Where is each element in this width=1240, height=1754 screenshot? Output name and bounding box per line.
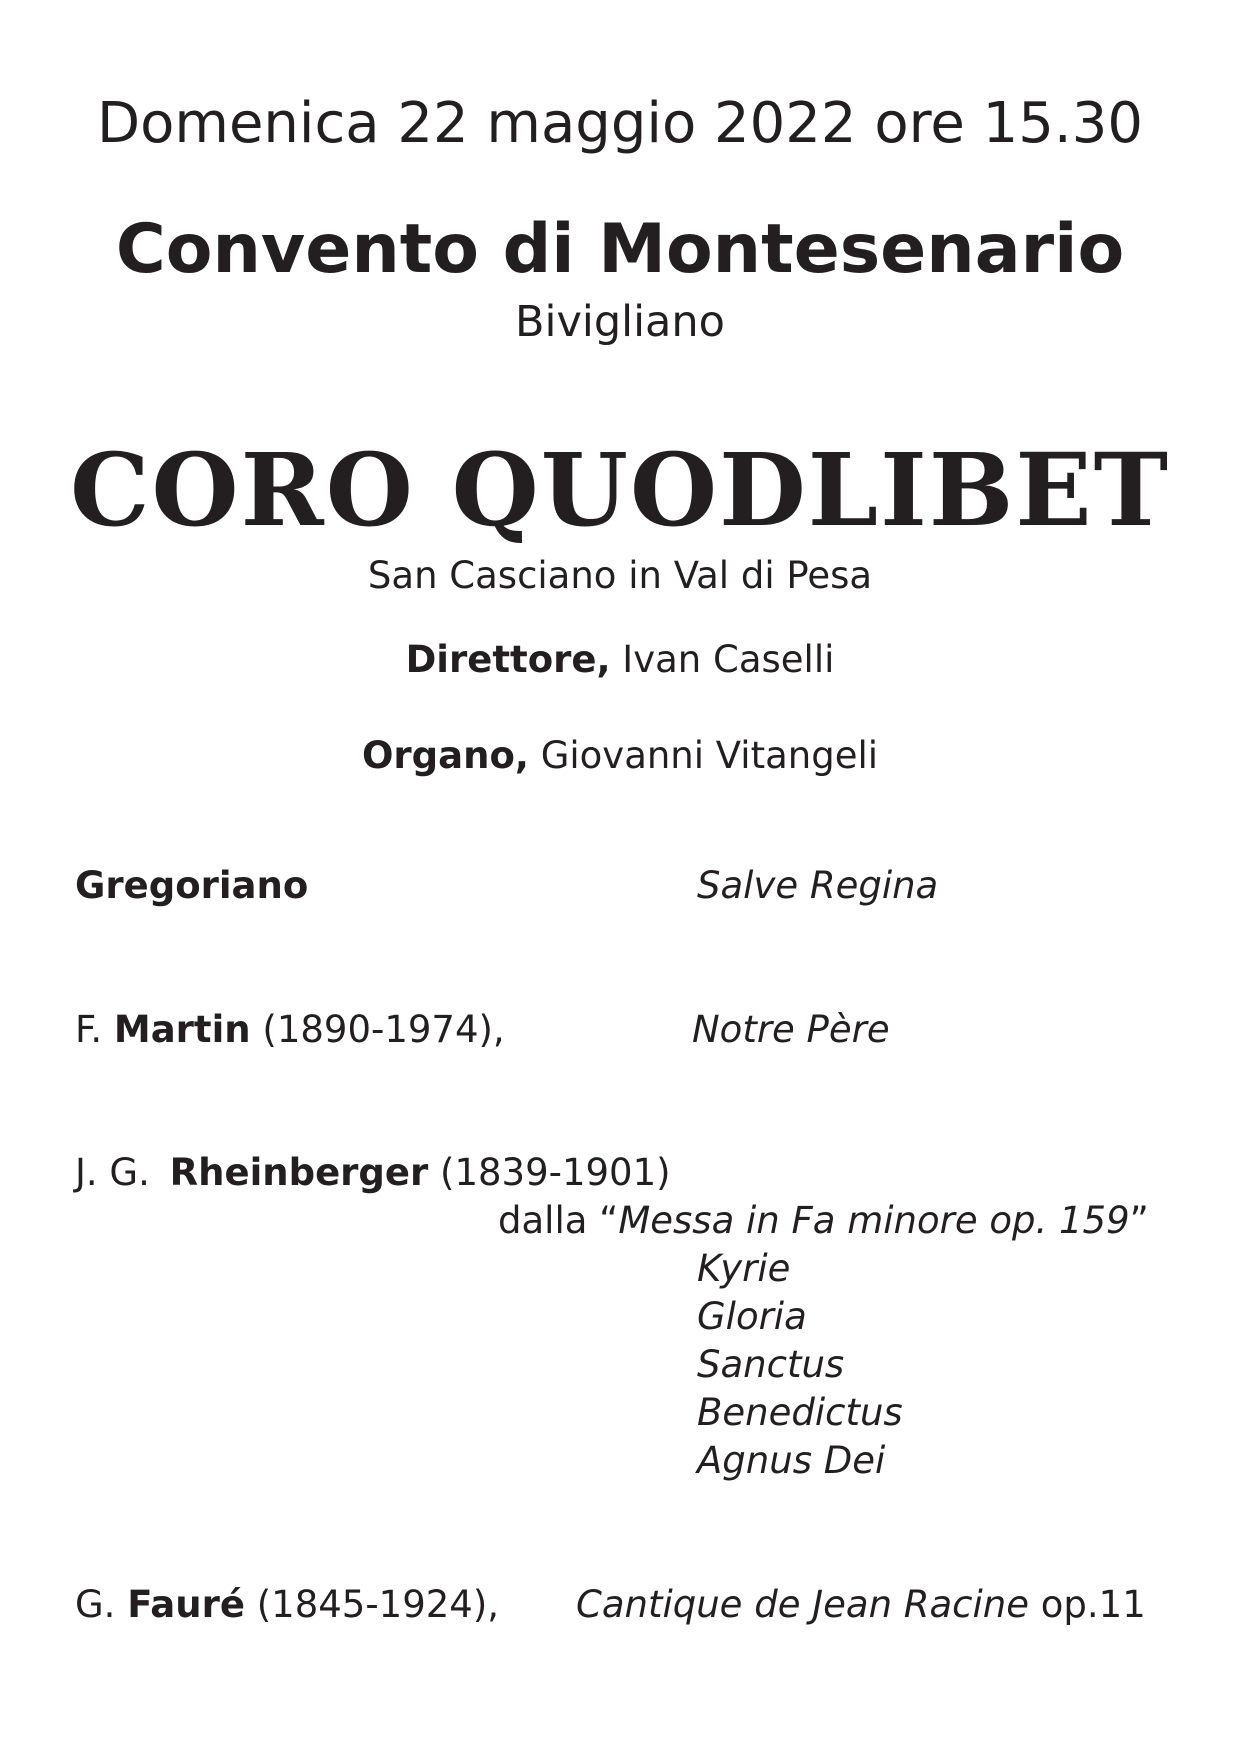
work-opus: op.11 — [1040, 1583, 1146, 1626]
movement-benedictus: Benedictus — [697, 1391, 903, 1434]
movement-gloria: Gloria — [697, 1295, 807, 1338]
mass-source — [498, 1199, 1149, 1243]
composer-surname: Rheinberger — [169, 1151, 429, 1194]
composer-dates: (1845-1924), — [256, 1583, 500, 1626]
composer-rheinberger — [75, 1151, 671, 1195]
organ-role: Organo, — [361, 734, 529, 777]
composer-gregorian: Gregoriano — [75, 864, 309, 907]
director-credit — [0, 638, 1240, 682]
organ-credit — [0, 734, 1240, 778]
source-suffix: ” — [1129, 1199, 1149, 1242]
director-name: Ivan Caselli — [622, 638, 835, 681]
work-notre-pere: Notre Père — [692, 1008, 890, 1051]
event-date: Domenica 22 maggio 2022 ore 15.30 — [97, 91, 1143, 156]
composer-dates: (1890-1974), — [262, 1008, 505, 1051]
composer-initial: G. — [75, 1583, 116, 1626]
work-title: Cantique de Jean Racine — [576, 1583, 1029, 1626]
composer-dates: (1839-1901) — [440, 1151, 671, 1194]
source-prefix: dalla “ — [498, 1199, 619, 1242]
work-salve-regina: Salve Regina — [697, 864, 939, 907]
composer-initial: J. G. — [75, 1151, 150, 1194]
organ-name: Giovanni Vitangeli — [540, 734, 879, 777]
director-role: Direttore, — [405, 638, 611, 681]
venue-town: Bivigliano — [515, 297, 725, 347]
source-title: Messa in Fa minore op. 159 — [618, 1199, 1130, 1242]
composer-surname: Martin — [113, 1008, 251, 1051]
choir-city: San Casciano in Val di Pesa — [367, 554, 873, 597]
venue-title: Convento di Montesenario — [115, 210, 1125, 289]
composer-martin — [75, 1008, 505, 1052]
choir-name: CORO QUODLIBET — [69, 431, 1171, 549]
composer-surname: Fauré — [127, 1583, 245, 1626]
composer-initial: F. — [75, 1008, 103, 1051]
composer-faure — [75, 1583, 499, 1627]
movement-agnus-dei: Agnus Dei — [697, 1439, 886, 1482]
work-cantique — [576, 1583, 1146, 1627]
movement-kyrie: Kyrie — [697, 1247, 791, 1290]
movement-sanctus: Sanctus — [697, 1343, 845, 1386]
